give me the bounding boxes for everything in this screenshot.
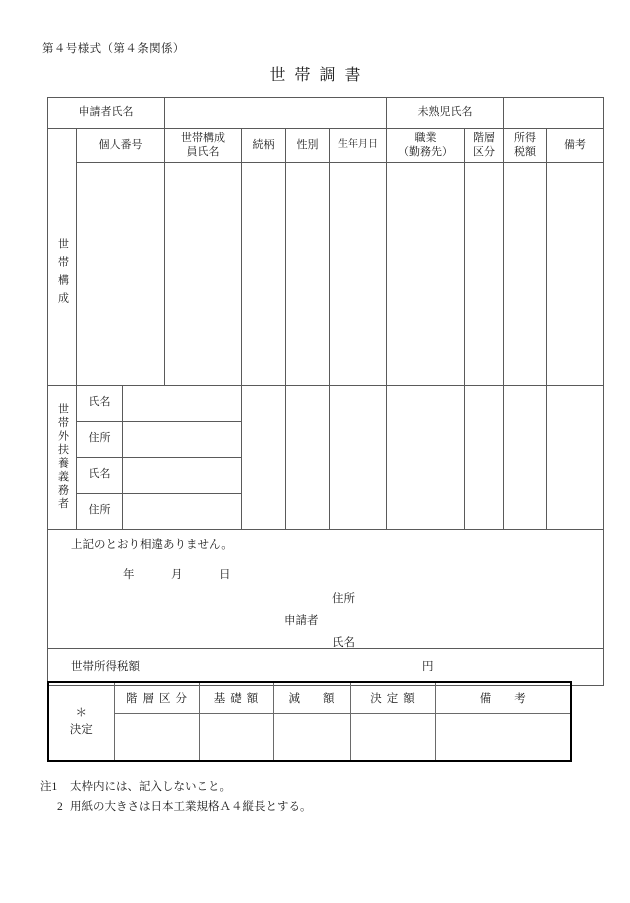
column-header-relationship: 続柄 — [242, 129, 286, 163]
outside-dependents-label: 世帯外扶養義務者 — [56, 403, 69, 511]
decision-value-base-amount[interactable] — [199, 714, 273, 762]
applicant-row — [48, 98, 604, 129]
household-income-tax-unit: 円 — [422, 660, 434, 673]
dependent-2-address-label: 住所 — [77, 493, 123, 529]
dependent-class-cell[interactable] — [465, 385, 504, 529]
decision-header-reduction: 減 額 — [273, 682, 350, 714]
note-item — [40, 798, 312, 818]
declaration-row — [48, 529, 604, 648]
decision-header-remarks: 備 考 — [435, 682, 571, 714]
household-cell-birthdate[interactable] — [330, 163, 387, 386]
dependent-occupation-cell[interactable] — [387, 385, 465, 529]
note-item — [40, 778, 312, 798]
class-line-2: 区分 — [473, 145, 496, 158]
column-header-personal-number: 個人番号 — [77, 129, 165, 163]
occupation-line-1: 職業 — [414, 131, 437, 144]
household-income-tax-cell[interactable] — [48, 648, 604, 685]
declaration-applicant-label: 申請者 — [284, 614, 319, 627]
income-tax-line-2: 税額 — [514, 145, 537, 158]
declaration-statement: 上記のとおり相違ありません。 — [71, 538, 233, 551]
household-cell-class[interactable] — [465, 163, 504, 386]
decision-header-base-amount: 基礎額 — [199, 682, 273, 714]
note-number-1: 1 — [51, 781, 58, 793]
household-cell-income-tax[interactable] — [504, 163, 547, 386]
decision-header-row — [48, 682, 571, 714]
class-line-1: 階層 — [473, 131, 496, 144]
occupation-line-2: （勤務先） — [398, 145, 454, 158]
member-name-line-2: 員氏名 — [186, 145, 220, 158]
decision-header-decided-amount: 決定額 — [350, 682, 435, 714]
household-section-label-wrap — [48, 163, 76, 385]
page-title: 世帯調書 — [269, 67, 370, 84]
household-body-row — [48, 163, 604, 386]
outside-dependent-row — [48, 385, 604, 421]
household-header-row — [48, 129, 604, 163]
form-number: 第４号様式（第４条関係） — [42, 43, 185, 55]
column-header-class — [465, 129, 504, 163]
household-cell-relationship[interactable] — [242, 163, 286, 386]
dependent-relationship-cell[interactable] — [242, 385, 286, 529]
declaration-name-label[interactable]: 氏名 — [332, 636, 355, 649]
note-prefix-1 — [40, 778, 70, 798]
decision-header-class: 階層区分 — [114, 682, 199, 714]
decision-marker: ＊ — [75, 706, 87, 719]
column-header-remarks: 備考 — [547, 129, 604, 163]
column-header-income-tax — [504, 129, 547, 163]
outside-dependents-label-wrap — [48, 403, 76, 511]
dependent-remarks-cell[interactable] — [547, 385, 604, 529]
household-cell-member-name[interactable] — [165, 163, 242, 386]
household-cell-personal-number[interactable] — [77, 163, 165, 386]
note-text-2: 用紙の大きさは日本工業規格Ａ４縦長とする。 — [70, 800, 312, 813]
decision-table — [47, 681, 572, 762]
household-cell-occupation[interactable] — [387, 163, 465, 386]
dependent-1-address-label: 住所 — [77, 421, 123, 457]
dependent-income-tax-cell[interactable] — [504, 385, 547, 529]
household-section-label-cell — [48, 163, 77, 386]
column-header-occupation — [387, 129, 465, 163]
household-cell-remarks[interactable] — [547, 163, 604, 386]
column-header-birthdate: 生年月日 — [330, 129, 387, 163]
declaration-cell — [48, 529, 604, 648]
note-number-2: 2 — [57, 800, 63, 813]
decision-label: 決定 — [69, 723, 93, 736]
note-text-1: 太枠内には、記入しないこと。 — [70, 781, 231, 793]
notes-block — [40, 778, 312, 818]
declaration-year-label[interactable]: 年 — [123, 568, 135, 581]
household-cell-gender[interactable] — [286, 163, 330, 386]
dependent-birthdate-cell[interactable] — [330, 385, 387, 529]
decision-value-reduction[interactable] — [273, 714, 350, 762]
household-income-tax-label: 世帯所得税額 — [71, 660, 140, 673]
decision-value-decided-amount[interactable] — [350, 714, 435, 762]
decision-value-row — [48, 714, 571, 762]
income-tax-line-1: 所得 — [514, 131, 537, 144]
decision-value-class[interactable] — [114, 714, 199, 762]
applicant-name-label: 申請者氏名 — [48, 98, 165, 129]
note-prefix-label: 注 — [40, 781, 52, 793]
premature-infant-name-label: 未熟児氏名 — [387, 98, 504, 129]
outside-dependents-label-cell — [48, 385, 77, 529]
declaration-address-label[interactable]: 住所 — [332, 592, 355, 605]
dependent-1-name-field[interactable] — [123, 385, 242, 421]
dependent-1-name-label: 氏名 — [77, 385, 123, 421]
declaration-day-label[interactable]: 日 — [219, 568, 231, 581]
dependent-2-name-field[interactable] — [123, 457, 242, 493]
declaration-month-label[interactable]: 月 — [171, 568, 183, 581]
household-section-label: 世帯構成 — [56, 237, 69, 310]
household-income-tax-row — [48, 648, 604, 685]
member-name-line-1: 世帯構成 — [181, 131, 226, 144]
dependent-2-address-field[interactable] — [123, 493, 242, 529]
applicant-name-field[interactable] — [165, 98, 387, 129]
column-header-gender: 性別 — [286, 129, 330, 163]
premature-infant-name-field[interactable] — [504, 98, 604, 129]
household-section-spacer — [48, 129, 77, 163]
column-header-member-name — [165, 129, 242, 163]
household-survey-table — [47, 97, 604, 686]
dependent-1-address-field[interactable] — [123, 421, 242, 457]
dependent-2-name-label: 氏名 — [77, 457, 123, 493]
dependent-gender-cell[interactable] — [286, 385, 330, 529]
decision-value-remarks[interactable] — [435, 714, 571, 762]
decision-label-cell — [48, 682, 114, 761]
